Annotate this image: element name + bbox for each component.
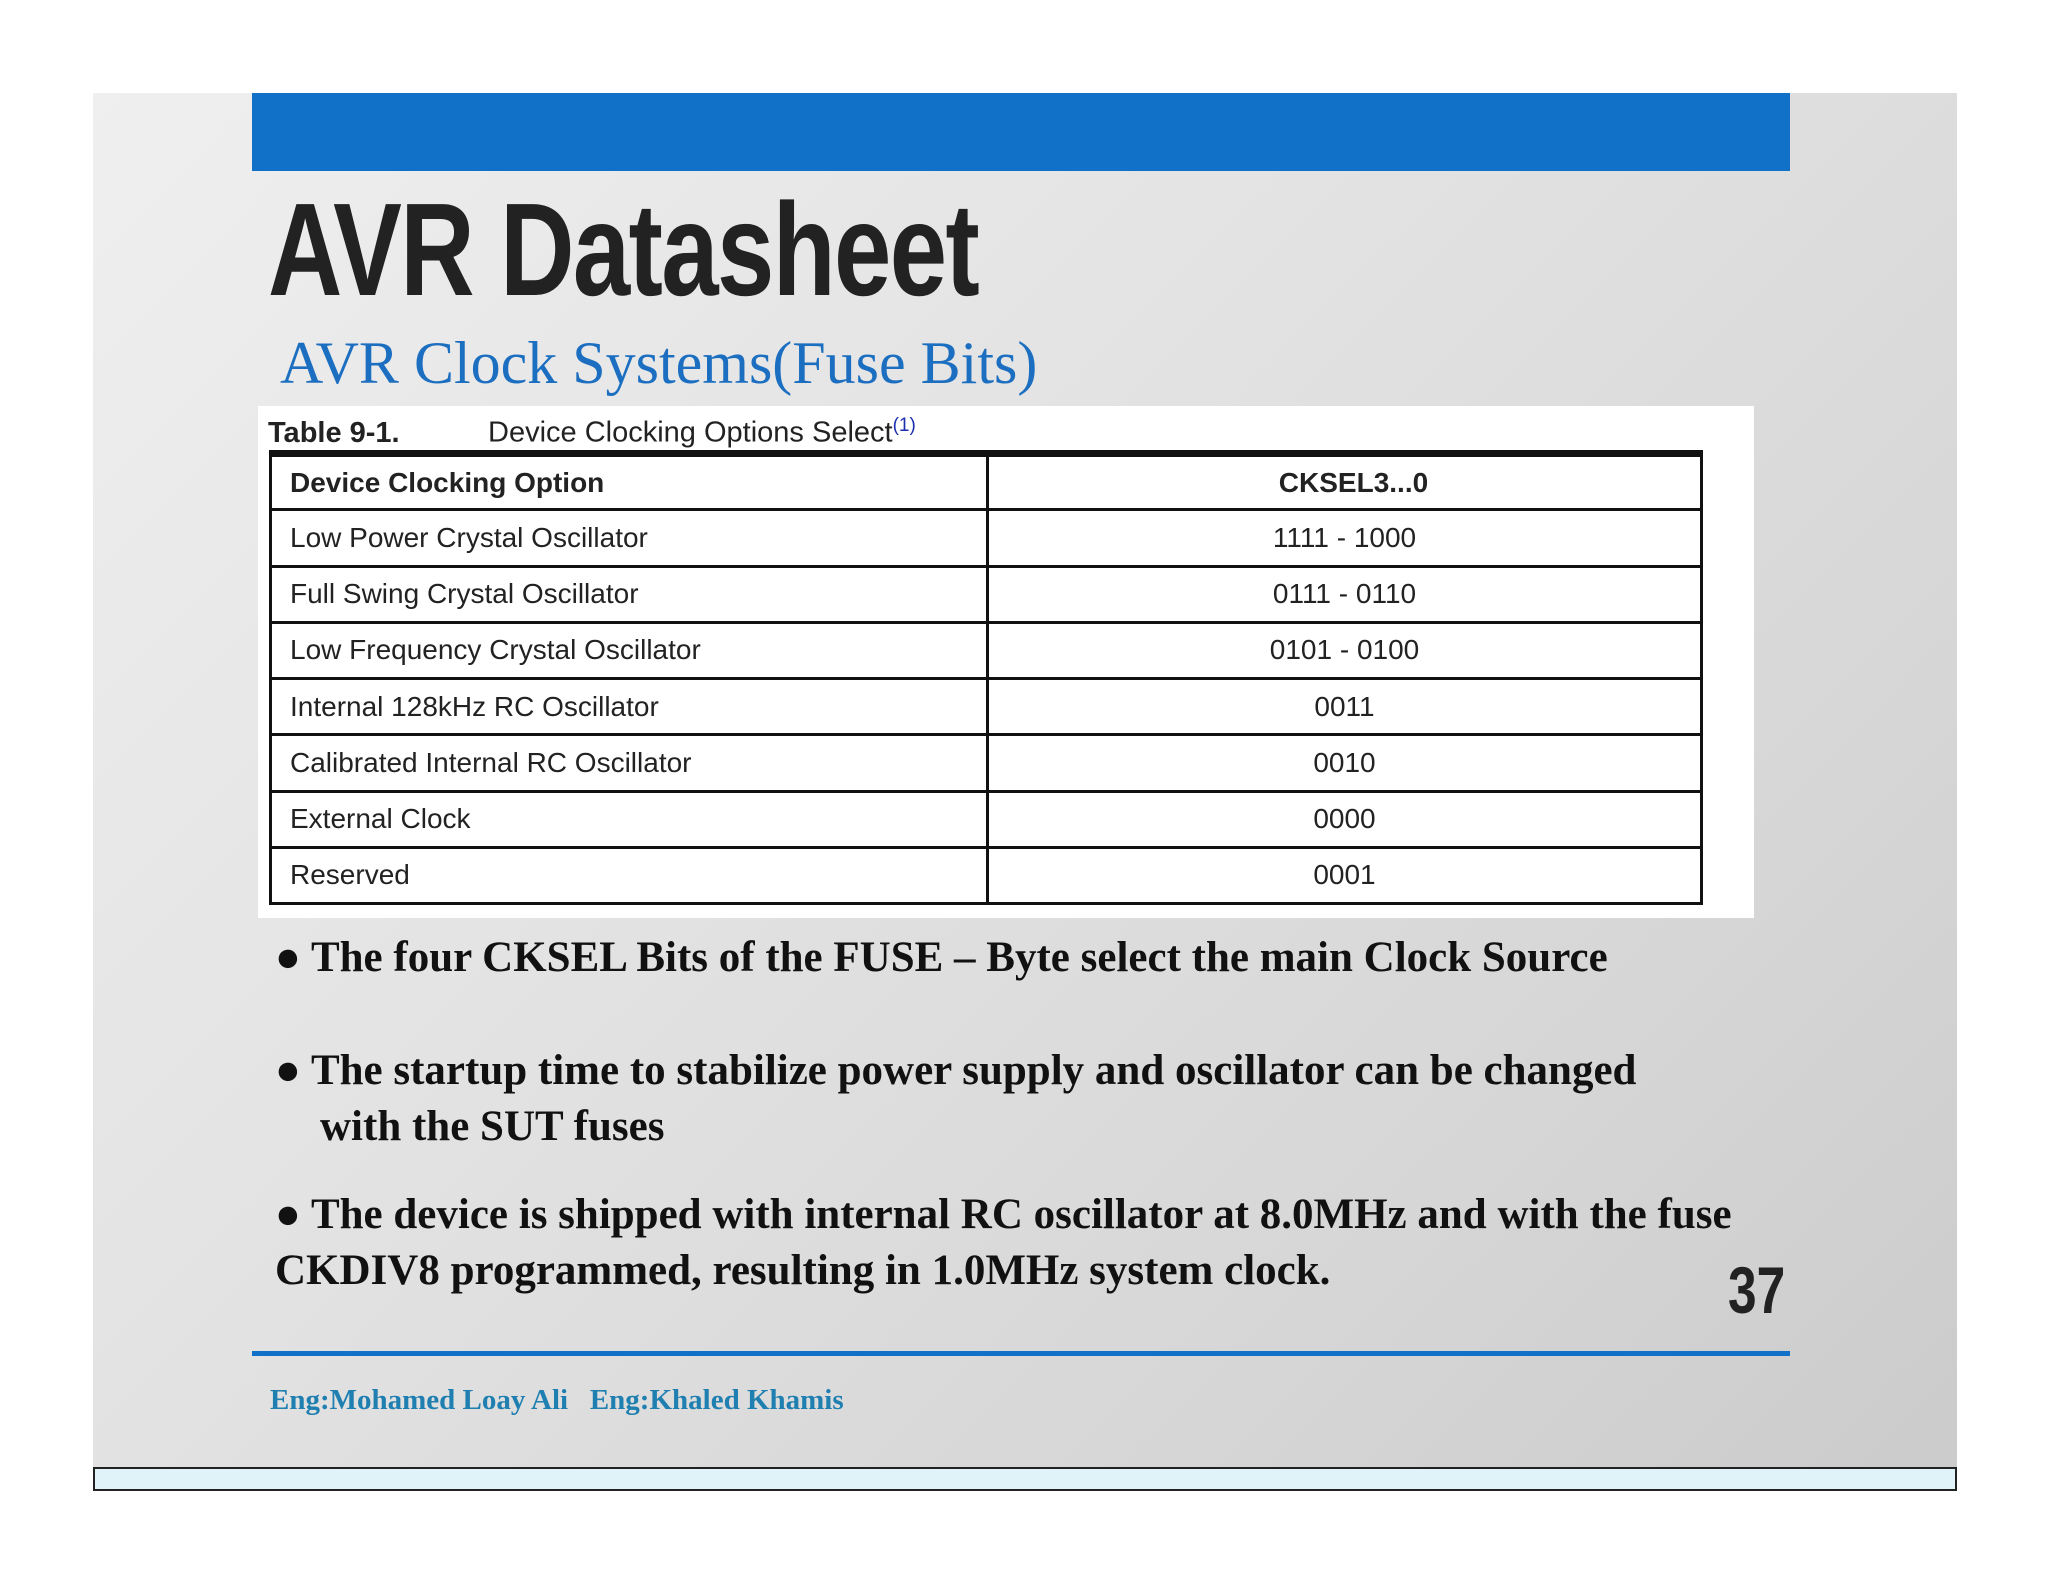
table-row	[271, 735, 1702, 791]
footer-strip	[93, 1467, 1957, 1491]
table-caption-title: Device Clocking Options Select	[488, 416, 893, 449]
table-caption	[268, 406, 916, 449]
table-cell-option: Calibrated Internal RC Oscillator	[271, 735, 988, 791]
bullet-shipped-config	[275, 1187, 1732, 1299]
table-header-row	[271, 454, 1702, 510]
table-cell-option: Full Swing Crystal Oscillator	[271, 566, 988, 622]
bullet-startup-time	[275, 1043, 1636, 1155]
bullet-shipped-config-line2: CKDIV8 programmed, resulting in 1.0MHz system clock.	[275, 1247, 1331, 1294]
table-cell-cksel: 0000	[988, 791, 1702, 847]
table-cell-cksel: 1111 - 1000	[988, 510, 1702, 566]
clocking-options-table	[269, 450, 1703, 905]
bullet-startup-time-line2: with the SUT fuses	[320, 1103, 665, 1150]
bullet-cksel-bits: ● The four CKSEL Bits of the FUSE – Byte select the main Clock Source	[275, 934, 1608, 981]
table-row	[271, 791, 1702, 847]
slide-title: AVR Datasheet	[268, 176, 979, 323]
header-accent-bar	[252, 93, 1790, 171]
footer-divider	[252, 1351, 1790, 1356]
table-header-option: Device Clocking Option	[271, 454, 988, 510]
table-row	[271, 847, 1702, 903]
table-caption-note: (1)	[892, 415, 916, 436]
table-cell-option: Low Power Crystal Oscillator	[271, 510, 988, 566]
table-cell-option: External Clock	[271, 791, 988, 847]
slide-subtitle: AVR Clock Systems(Fuse Bits)	[280, 330, 1038, 396]
table-header-cksel: CKSEL3...0	[988, 454, 1702, 510]
page-number: 37	[1728, 1253, 1786, 1327]
table-row	[271, 622, 1702, 678]
table-cell-cksel: 0111 - 0110	[988, 566, 1702, 622]
table-cell-cksel: 0101 - 0100	[988, 622, 1702, 678]
table-cell-option: Internal 128kHz RC Oscillator	[271, 679, 988, 735]
footer-authors: Eng:Mohamed Loay Ali Eng:Khaled Khamis	[270, 1384, 844, 1416]
bullet-startup-time-line1: ● The startup time to stabilize power supply and oscillator can be changed	[275, 1047, 1637, 1094]
table-cell-cksel: 0001	[988, 847, 1702, 903]
table-caption-number: Table 9-1.	[268, 416, 400, 449]
table-row	[271, 510, 1702, 566]
table-cell-cksel: 0011	[988, 679, 1702, 735]
table-cell-cksel: 0010	[988, 735, 1702, 791]
table-row	[271, 679, 1702, 735]
table-cell-option: Low Frequency Crystal Oscillator	[271, 622, 988, 678]
table-row	[271, 566, 1702, 622]
table-cell-option: Reserved	[271, 847, 988, 903]
bullet-shipped-config-line1: ● The device is shipped with internal RC oscillator at 8.0MHz and with the fuse	[275, 1191, 1732, 1238]
